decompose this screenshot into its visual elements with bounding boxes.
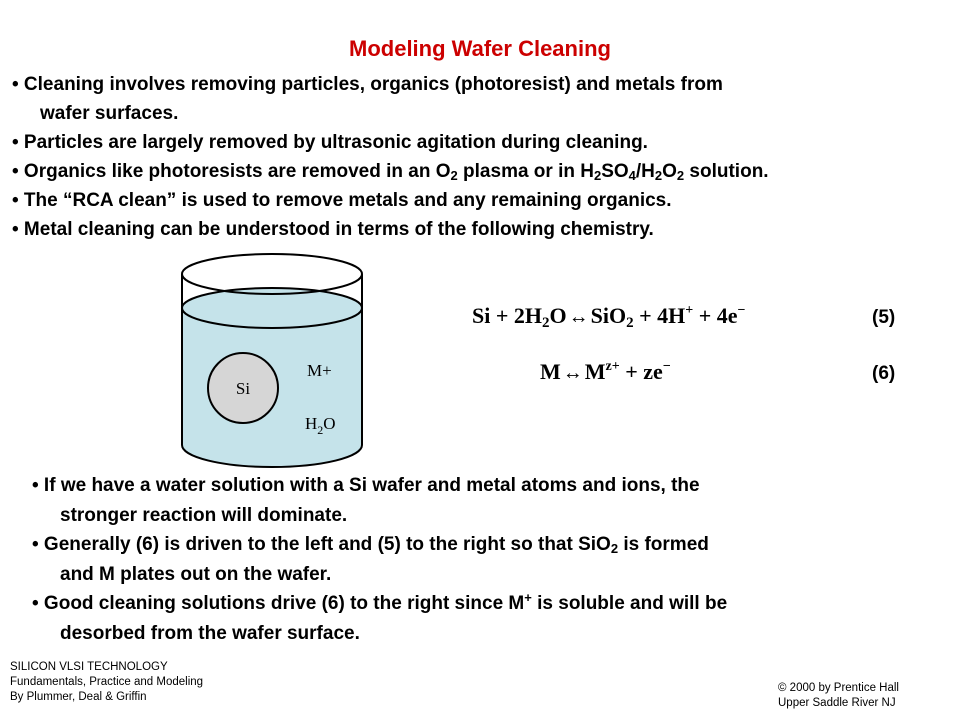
bottom-bullet-1-line-1: • If we have a water solution with a Si wafer and metal atoms and ions, the <box>32 475 700 496</box>
eq6-product: M <box>584 359 606 384</box>
subscript: 2 <box>626 315 634 331</box>
equation-6-number: (6) <box>872 363 896 384</box>
bottom-bullet-2-line-2: and M plates out on the wafer. <box>60 563 332 585</box>
water-h: H <box>305 414 318 433</box>
bullet-1-cont <box>12 99 957 128</box>
eq5-reactant: Si + 2H <box>472 303 542 328</box>
bullet-2 <box>12 128 957 157</box>
intro-bullets <box>12 70 957 244</box>
bottom-bullet-3-line-2: desorbed from the wafer surface. <box>60 622 360 644</box>
subscript: 2 <box>542 315 550 331</box>
bullet-1-line-2: wafer surfaces. <box>40 103 179 124</box>
bottom-bullet-3-cont <box>32 619 952 649</box>
bottom-bullet-3-text-b: is soluble and will be <box>531 593 728 614</box>
bottom-bullet-1-line-2: stronger reaction will dominate. <box>60 504 348 526</box>
bullet-2-text: • Particles are largely removed by ultrasonic agitation during cleaning. <box>12 132 648 153</box>
eq5-product: SiO <box>590 303 627 328</box>
si-wafer-label: Si <box>235 379 251 398</box>
bottom-bullet-3 <box>32 589 952 619</box>
footer-left <box>10 660 203 705</box>
bullet-1 <box>12 70 957 99</box>
bullet-5-text: • Metal cleaning can be understood in terms of the following chemistry. <box>12 219 654 240</box>
subscript: 2 <box>593 168 602 183</box>
eq5-e: + 4e <box>693 303 738 328</box>
footer-publisher-location: Upper Saddle River NJ <box>778 697 896 709</box>
conclusion-bullets <box>32 471 952 648</box>
subscript: 2 <box>654 168 663 183</box>
subscript: 2 <box>676 168 685 183</box>
equation-5-number: (5) <box>872 307 896 328</box>
footer-copyright: © 2000 by Prentice Hall <box>778 682 899 694</box>
bullet-1-line-1: • Cleaning involves removing particles, organics (photoresist) and metals from <box>12 74 723 95</box>
eq5-o: O <box>549 303 567 328</box>
subscript: 4 <box>628 168 636 183</box>
bottom-bullet-3-text-a: • Good cleaning solutions drive (6) to the right since M <box>32 593 525 614</box>
equation-5 <box>472 303 746 329</box>
eq6-e: + ze <box>619 359 663 384</box>
bullet-4 <box>12 186 957 215</box>
bullet-3-text-a: • Organics like photoresists are removed in an O <box>12 161 451 182</box>
footer-book-subtitle: Fundamentals, Practice and Modeling <box>10 676 204 688</box>
superscript: − <box>662 359 671 374</box>
bottom-bullet-2-text-b: is formed <box>618 534 709 555</box>
footer-authors: By Plummer, Deal & Griffin <box>10 691 147 703</box>
bullet-3-text-f: solution. <box>684 161 769 182</box>
slide-title: Modeling Wafer Cleaning <box>349 36 611 61</box>
water-sub: 2 <box>317 423 324 437</box>
eq5-h: + 4H <box>633 303 686 328</box>
bottom-bullet-2-cont <box>32 560 952 590</box>
bottom-bullet-2 <box>32 530 952 560</box>
bullet-3-text-e: O <box>662 161 677 182</box>
subscript: 2 <box>610 541 619 556</box>
double-arrow-icon: ↔ <box>562 362 583 384</box>
equation-6 <box>540 359 671 385</box>
subscript: 2 <box>450 168 458 183</box>
superscript: + <box>524 590 532 605</box>
bullet-4-text: • The “RCA clean” is used to remove metals and any remaining organics. <box>12 190 672 211</box>
eq6-reactant: M <box>540 359 561 384</box>
bullet-3-text-b: plasma or in H <box>457 161 594 182</box>
superscript: + <box>685 303 694 318</box>
superscript: − <box>737 303 746 318</box>
bottom-bullet-1-cont <box>32 501 952 531</box>
metal-ion-label: M+ <box>307 361 332 380</box>
water-o: O <box>323 414 336 433</box>
footer-book-title: SILICON VLSI TECHNOLOGY <box>10 661 168 673</box>
bullet-3-text-d: /H <box>635 161 655 182</box>
bullet-5 <box>12 215 957 244</box>
beaker-diagram <box>177 248 367 470</box>
bottom-bullet-2-text-a: • Generally (6) is driven to the left and (5) to the right so that SiO <box>32 534 611 555</box>
bottom-bullet-1 <box>32 471 952 501</box>
bullet-3 <box>12 157 957 186</box>
footer-right <box>778 681 899 711</box>
double-arrow-icon: ↔ <box>568 306 589 328</box>
bullet-3-text-c: SO <box>601 161 629 182</box>
superscript: z+ <box>605 359 620 374</box>
